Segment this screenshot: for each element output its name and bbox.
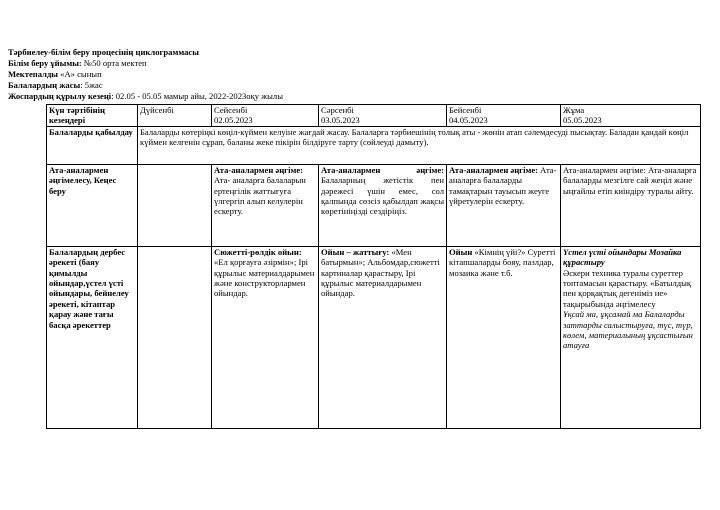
parents-tuesday-text: Ата- аналарға балаларын ертеңгілік жаттығуға үлгергіп алып келулерін ескерту. [214,175,306,217]
row-label-activities: Балалардың дербес әрекеті (баяу қимылды ойындар,үстел үсті ойындары, бейнелеу әрекеті, кітаптар қарау және тағы басқа әрекеттер [47,246,138,428]
activities-thursday-text: «Кімнің үйі?» Суретті кітапшаларды бояу, пазлдар, мозаика және т.б. [449,246,556,278]
group-value: «А» сынып [58,69,102,79]
reception-text: Балаларды көтеріңкі көңіл-күймен келуіне жағдай жасау. Балаларға тәрбиешінің толық аты - жөнін атап сәлемдесуді пысықтау. Баладан қандай көңіл күймен келгенін сұрап, баланы жеке пікірін білдіруге тарту (сөйлеуді дамыту). [138,126,701,164]
parents-wednesday-head: Ата-аналармен әңгіме: [321,164,444,175]
cyclogram-table [46,104,701,429]
row-label-reception: Балаларды қабылдау [47,126,138,164]
age-value: : 5жас [80,80,103,90]
activities-thursday-head: Ойын [449,246,473,257]
activities-wednesday-head: Ойын – жаттығу: [321,246,390,257]
friday-label: Жұма [563,105,585,115]
table-row [47,126,701,164]
monday-label: Дүйсенбі [140,105,174,115]
header-monday [138,105,212,127]
activities-tuesday-head: Сюжетті-рөлдік ойын: [214,246,302,257]
parents-tuesday-head: Ата-аналармен әңгіме: [214,164,304,175]
age-line [8,80,103,91]
table-row [47,164,701,246]
org-label: Білім беру ұйымы: [8,58,82,68]
thursday-label: Бейсенбі [449,105,482,115]
group-label: Мектепалды [8,69,59,79]
wednesday-date: 03.05.2023 [321,115,360,126]
activities-friday-head: Үстел үсті ойындары Мозайка құрастыру [563,246,682,268]
header-wednesday [319,105,447,127]
activities-friday [561,246,701,428]
parents-friday: Ата-аналармен әңгіме: Ата-аналарға балаларды мезгілге сай жеңіл және ыңғайлы етіп киіндіру туралы айту. [561,164,701,246]
parents-wednesday [319,164,447,246]
header-tuesday [212,105,319,127]
header-thursday [447,105,561,127]
tuesday-label: Сейсенбі [214,105,248,115]
parents-thursday-head: Ата-аналармен әңгіме: [449,164,539,175]
activities-tuesday-text: «Ел қорғауға әзірмін»; Ірі құрылыс материалдарымен және конструкторлармен ойындар. [214,257,315,299]
wednesday-label: Сәрсенбі [321,105,354,115]
period-label: Жоспардың құрылу кезеңі [8,91,112,101]
thursday-date: 04.05.2023 [449,115,488,126]
document-title: Тәрбиелеу-білім беру процесінің циклограммасы [8,47,199,57]
age-label: Балалардың жасы [8,80,81,90]
org-value: №50 орта мектеп [81,58,147,68]
activities-monday [138,246,212,428]
table-header-row [47,105,701,127]
friday-date: 05.05.2023 [563,115,602,126]
activities-wednesday-text: «Мен батырмын»; Альбомдар,сюжетті картиналар қарастыру, Ірі құрылыс материалдарымен ойындар. [321,246,440,299]
period-line [8,91,283,102]
org-line [8,58,147,69]
table-row [47,246,701,428]
parents-thursday [447,164,561,246]
activities-wednesday [319,246,447,428]
tuesday-date: 02.05.2023 [214,115,253,126]
activities-tuesday [212,246,319,428]
parents-thursday-text: Ата-аналарға балаларды тамақтарын тауысып жеуге үйретулерін ескерту. [449,164,557,207]
parents-monday [138,164,212,246]
parents-tuesday [212,164,319,246]
row-label-parents: Ата-аналармен әңгімелесу, Кеңес беру [47,164,138,246]
header-friday [561,105,701,127]
group-line [8,69,102,80]
activities-thursday [447,246,561,428]
parents-wednesday-text: Балаларның жетістік пен дәрежесі үшін емес, сол қалпында сөзсіз қабылдап жақсы көретініңізді сездіріңіз. [321,175,444,217]
activities-friday-italic: Ұқсай ма, ұқсамай ма Балаларды заттарды салыстыруға, түс, түр, көлем, материалының ұқсастығын атауға [563,309,693,351]
activities-friday-text: Әскери техника туралы суреттер топтамасын қарастыру. «Батылдық пен қорқақтық дегеніміз не» тақырыбында әңгімелесу [563,267,692,309]
period-value: : 02.05 - 05.05 мамыр айы, 2022-2023оқу жылы [111,91,283,101]
header-routine: Күн тәртібінің кезеңдері [47,105,138,127]
